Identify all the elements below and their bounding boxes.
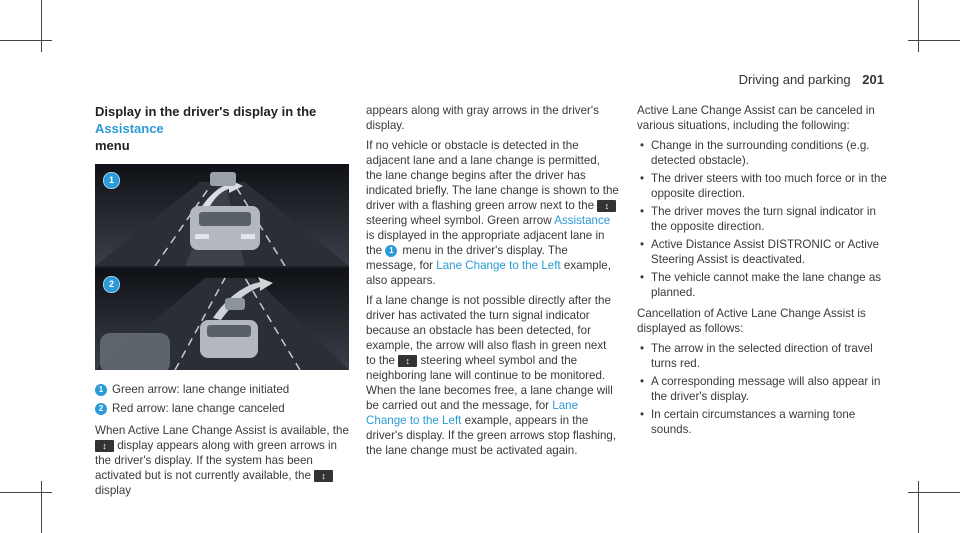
cancel-display-list <box>637 341 893 437</box>
display-message: Lane Change to the Left <box>436 259 561 272</box>
legend-number: 2 <box>95 403 107 415</box>
left-column <box>95 103 351 503</box>
legend-item <box>95 382 351 397</box>
section-title: Driving and parking <box>738 72 851 87</box>
list-item: • The arrow in the selected direction of travel turns red. <box>651 341 893 371</box>
steering-wheel-lane-icon: ↕ <box>398 355 417 367</box>
paragraph <box>366 138 619 288</box>
crop-mark <box>0 492 52 493</box>
crop-mark <box>908 40 960 41</box>
text-run: If no vehicle or obstacle is detected in the adjacent lane and a lane change is permitted, the lane change begins after the driver has indicated briefly. The lane change is shown to the driver with a flashing green arrow next to the <box>366 139 619 212</box>
list-item: • The driver steers with too much force or in the opposite direction. <box>651 171 893 201</box>
legend-text: Green arrow: lane change initiated <box>112 383 290 396</box>
page-number: 201 <box>862 72 884 87</box>
crop-mark <box>0 40 52 41</box>
text-run: is displayed in the appropriate adjacent lane in the <box>366 229 605 257</box>
section-heading <box>95 103 351 154</box>
text-run: display appears along with green arrows in the driver's display. If the system has been activated but is not currently available, the <box>95 439 337 482</box>
heading-accent: Assistance <box>95 121 164 136</box>
steering-wheel-lane-icon: ↕ <box>95 440 114 452</box>
paragraph <box>95 423 351 498</box>
paragraph <box>366 293 619 458</box>
cancel-conditions-list <box>637 138 893 300</box>
page-header <box>739 72 884 87</box>
crop-mark <box>918 0 919 52</box>
illustration-panel-2 <box>95 268 349 370</box>
list-item: • The driver moves the turn signal indicator in the opposite direction. <box>651 204 893 234</box>
steering-wheel-lane-icon: ↕ <box>597 200 616 212</box>
crop-mark <box>908 492 960 493</box>
heading-text: Display in the driver's display in the <box>95 104 317 119</box>
road-scene-1 <box>95 164 349 266</box>
legend-item <box>95 401 351 416</box>
list-item: • In certain circumstances a warning tone sounds. <box>651 407 893 437</box>
display-message: Lane Change to the Left <box>366 399 579 427</box>
list-item: • The vehicle cannot make the lane change as planned. <box>651 270 893 300</box>
menu-name: Assistance <box>554 214 611 227</box>
reference-number: 1 <box>385 245 397 257</box>
paragraph: appears along with gray arrows in the driver's display. <box>366 104 599 132</box>
illustration-panel-1 <box>95 164 349 266</box>
figure-marker-2: 2 <box>103 276 120 293</box>
paragraph: Active Lane Change Assist can be canceled in various situations, including the following: <box>637 104 875 132</box>
road-scene-2 <box>95 268 349 370</box>
legend-number: 1 <box>95 384 107 396</box>
figure-marker-1: 1 <box>103 172 120 189</box>
steering-wheel-lane-icon: ↕ <box>314 470 333 482</box>
heading-text-2: menu <box>95 138 130 153</box>
list-item: • Active Distance Assist DISTRONIC or Active Steering Assist is deactivated. <box>651 237 893 267</box>
crop-mark <box>918 481 919 533</box>
text-run: example, appears in the driver's display. If the green arrows stop flashing, the lane change must be activated again. <box>366 414 617 457</box>
list-item: • Change in the surrounding conditions (e.g. detected obstacle). <box>651 138 893 168</box>
text-run: example, also appears. <box>366 259 611 287</box>
list-item: • A corresponding message will also appear in the driver's display. <box>651 374 893 404</box>
text-run: When Active Lane Change Assist is available, the <box>95 424 349 437</box>
right-column <box>637 103 893 443</box>
text-run: menu in the driver's display. The message, for <box>366 244 568 272</box>
text-run: If a lane change is not possible directly after the driver has activated the turn signal indicator because an obstacle has been detected, for example, the arrow will also flash in green next to the <box>366 294 611 367</box>
paragraph: Cancellation of Active Lane Change Assist is displayed as follows: <box>637 307 866 335</box>
text-run: steering wheel symbol. Green arrow <box>366 214 552 227</box>
middle-column <box>366 103 619 463</box>
crop-mark <box>41 481 42 533</box>
lane-change-illustration <box>95 164 349 370</box>
text-run: steering wheel symbol and the neighboring lane will continue to be monitored. When the lane becomes free, a lane change will be carried out and the message, for <box>366 354 613 412</box>
legend-text: Red arrow: lane change canceled <box>112 402 285 415</box>
text-run: display <box>95 484 132 497</box>
crop-mark <box>41 0 42 52</box>
